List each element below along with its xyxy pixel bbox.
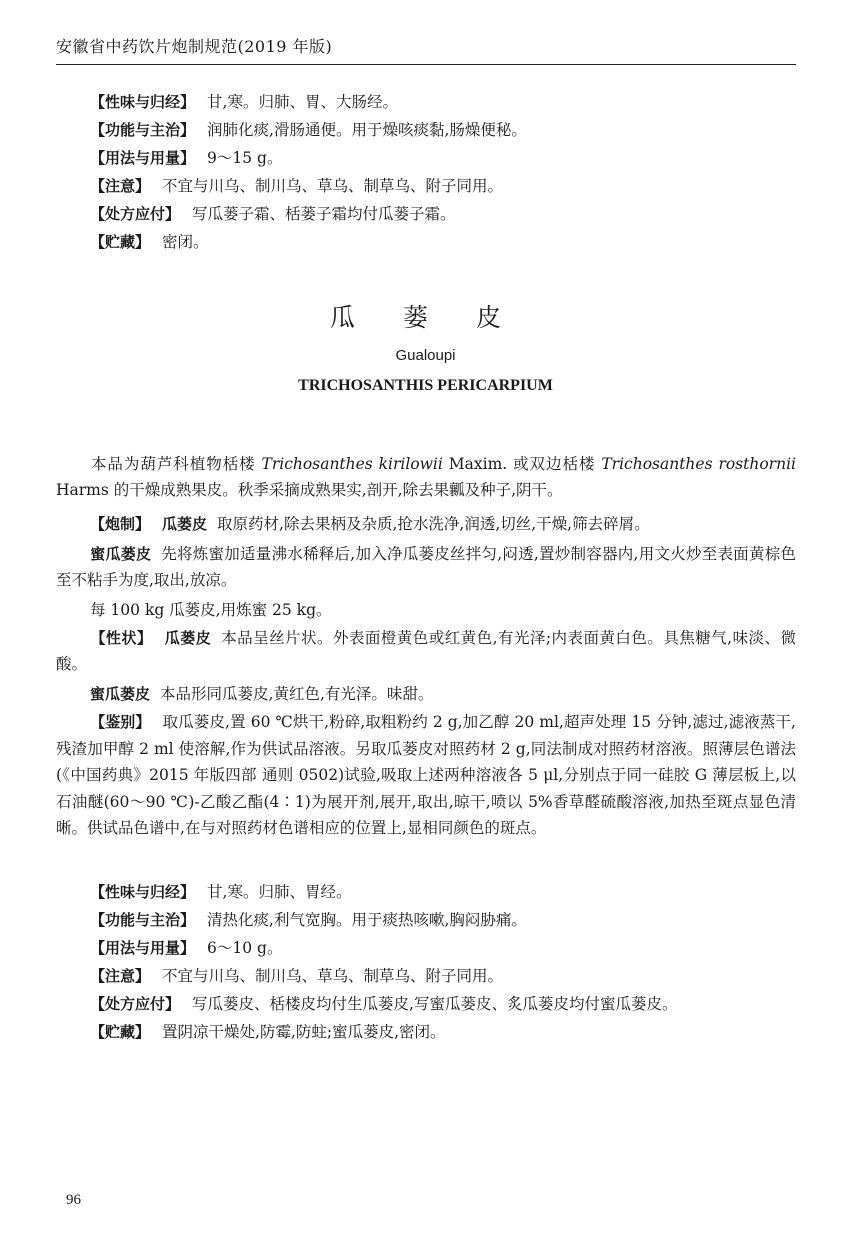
section-tag: 【鉴别】 <box>90 713 151 731</box>
section-text: 写瓜蒌皮、栝楼皮均付生瓜蒌皮,写蜜瓜蒌皮、炙瓜蒌皮均付蜜瓜蒌皮。 <box>192 995 678 1013</box>
prev-entry-storage <box>90 230 209 252</box>
nature-line <box>90 880 351 902</box>
monograph-pinyin: Gualoupi <box>395 347 456 364</box>
dosage-line <box>90 936 282 958</box>
section-text: 写瓜蒌子霜、栝蒌子霜均付瓜蒌子霜。 <box>192 205 456 223</box>
section-tag: 【处方应付】 <box>90 995 181 1013</box>
section-tag: 【处方应付】 <box>90 205 181 223</box>
section-tag: 【炮制】 <box>90 515 151 533</box>
section-tag: 【注意】 <box>90 177 151 195</box>
latin-species: Trichosanthes rosthornii <box>601 455 796 473</box>
running-header: 安徽省中药饮片炮制规范(2019 年版) <box>56 37 333 56</box>
prescription-line <box>90 992 677 1014</box>
section-tag: 【贮藏】 <box>90 1023 151 1041</box>
item-name: 瓜蒌皮 <box>164 629 212 647</box>
section-text: 取原药材,除去果柄及杂质,抢水洗净,润透,切丝,干燥,筛去碎屑。 <box>217 515 650 533</box>
section-tag: 【性味与归经】 <box>90 93 196 111</box>
honey-processing-paragraph <box>56 541 796 593</box>
item-name: 蜜瓜蒌皮 <box>90 545 152 563</box>
character-paragraph <box>56 625 796 677</box>
section-text: 清热化痰,利气宽胸。用于痰热咳嗽,胸闷胁痛。 <box>207 911 527 929</box>
section-text: 密闭。 <box>162 233 209 251</box>
monograph-latin-name: TRICHOSANTHIS PERICARPIUM <box>298 377 553 394</box>
section-text: 9～15 g。 <box>207 149 283 167</box>
section-tag: 【性状】 <box>90 629 153 647</box>
item-name: 蜜瓜蒌皮 <box>90 685 151 703</box>
section-tag: 【贮藏】 <box>90 233 151 251</box>
item-name: 瓜蒌皮 <box>162 515 208 533</box>
section-text: 先将炼蜜加适量沸水稀释后,加入净瓜蒌皮丝拌匀,闷透,置炒制容器内,用文火炒至表面黄棕色至不粘手为度,取出,放凉。 <box>56 545 796 589</box>
latin-species: Trichosanthes kirilowii <box>261 455 443 473</box>
processing-paragraph <box>56 511 796 537</box>
section-text: 不宜与川乌、制川乌、草乌、制草乌、附子同用。 <box>162 967 504 985</box>
page-number: 96 <box>66 1192 81 1208</box>
section-text: 本品呈丝片状。外表面橙黄色或红黄色,有光泽;内表面黄白色。具焦糖气,味淡、微酸。 <box>56 629 796 673</box>
character-honey-paragraph <box>56 681 796 707</box>
section-text: 甘,寒。归肺、胃经。 <box>207 883 352 901</box>
section-tag: 【用法与用量】 <box>90 939 196 957</box>
section-tag: 【性味与归经】 <box>90 883 196 901</box>
intro-paragraph: 本品为葫芦科植物栝楼 Trichosanthes kirilowii Maxim. 或双边栝楼 Trichosanthes rosthornii Harms 的干燥成熟果皮。秋季采摘成熟果实,剖开,除去果瓤及种子,阴干。 <box>56 455 796 499</box>
section-tag: 【注意】 <box>90 967 151 985</box>
section-text: 甘,寒。归肺、胃、大肠经。 <box>207 93 398 111</box>
prev-entry-prescription <box>90 202 456 224</box>
caution-line <box>90 964 503 986</box>
section-text: 润肺化痰,滑肠通便。用于燥咳痰黏,肠燥便秘。 <box>207 121 527 139</box>
section-tag: 【功能与主治】 <box>90 911 196 929</box>
honey-ratio: 每 100 kg 瓜蒌皮,用炼蜜 25 kg。 <box>90 601 332 619</box>
prev-entry-caution <box>90 174 503 196</box>
monograph-title: 瓜 蒌 皮 <box>330 303 521 332</box>
prev-entry-function <box>90 118 527 140</box>
section-text: 不宜与川乌、制川乌、草乌、制草乌、附子同用。 <box>162 177 504 195</box>
function-line <box>90 908 527 930</box>
section-text: 取瓜蒌皮,置 60 ℃烘干,粉碎,取粗粉约 2 g,加乙醇 20 ml,超声处理 15 分钟,滤过,滤液蒸干,残渣加甲醇 2 ml 使溶解,作为供试品溶液。另取瓜蒌皮对照药材 2 g,同法制成对照药材溶液。照薄层色谱法(《中国药典》2015 年版四部 通则 0502)试验,吸取上述两种溶液各 5 μl,分别点于同一硅胶 G 薄层板上,以石油醚(60～90 ℃)-乙酸乙酯(4∶1)为展开剂,展开,取出,晾干,喷以 5%香草醛硫酸溶液,加热至斑点显色清晰。供试品色谱中,在与对照药材色谱相应的位置上,显相同颜色的斑点。 <box>56 713 796 837</box>
section-text: 6～10 g。 <box>207 939 283 957</box>
storage-line <box>90 1020 446 1042</box>
section-tag: 【功能与主治】 <box>90 121 196 139</box>
section-text: 本品形同瓜蒌皮,黄红色,有光泽。味甜。 <box>160 685 434 703</box>
prev-entry-nature <box>90 90 398 112</box>
section-text: 置阴凉干燥处,防霉,防蛀;蜜瓜蒌皮,密闭。 <box>162 1023 446 1041</box>
prev-entry-dosage <box>90 146 282 168</box>
header-rule <box>56 64 796 65</box>
identification-paragraph <box>56 709 796 842</box>
section-tag: 【用法与用量】 <box>90 149 196 167</box>
